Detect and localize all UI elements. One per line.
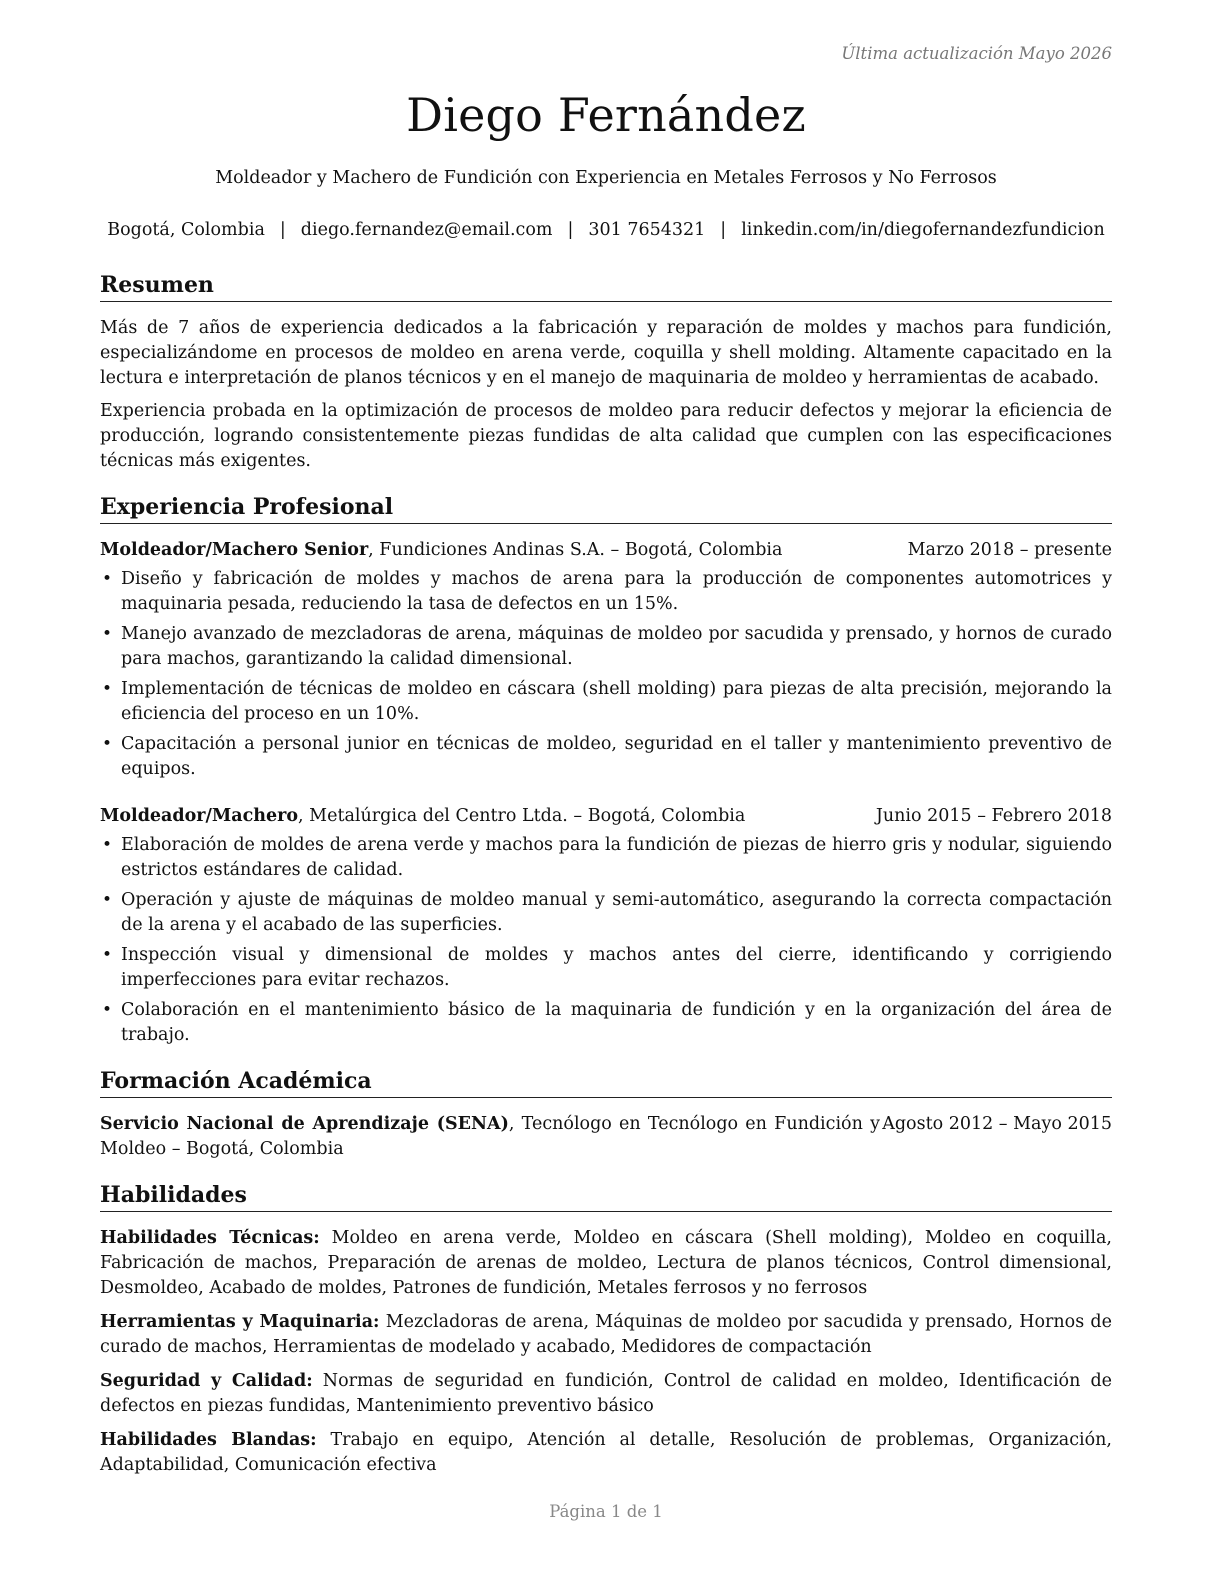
skill-group xyxy=(100,1428,1112,1478)
skill-group-label: Seguridad y Calidad: xyxy=(100,1371,313,1391)
list-item: • Inspección visual y dimensional de moldes y machos antes del cierre, identificando y corrigiendo imperfecciones para evitar rechazos. xyxy=(100,943,1112,993)
candidate-name: Diego Fernández xyxy=(406,88,806,142)
job-company: , Fundiciones Andinas S.A. – Bogotá, Colombia xyxy=(368,540,783,560)
contact-separator: | xyxy=(279,220,286,240)
summary-section xyxy=(100,270,1112,474)
summary-paragraph: Experiencia probada en la optimización de procesos de moldeo para reducir defectos y mejorar la eficiencia de producción, logrando consistentemente piezas fundidas de alta calidad que cumplen con las especificaciones técnicas más exigentes. xyxy=(100,401,1112,471)
contact-line xyxy=(0,220,1212,240)
job-title-line xyxy=(100,538,782,563)
skill-group xyxy=(100,1310,1112,1360)
contact-separator: | xyxy=(567,220,574,240)
education-text xyxy=(100,1112,880,1162)
tagline: Moldeador y Machero de Fundición con Experiencia en Metales Ferrosos y No Ferrosos xyxy=(215,168,997,188)
skill-group-text: Moldeo en arena verde, Moldeo en cáscara (Shell molding), Moldeo en coquilla, Fabricación de machos, Preparación de arenas de moldeo, Lectura de planos técnicos, Control dimensional, Desmoldeo, Acabado de moldes, Patrones de fundición, Metales ferrosos y no ferrosos xyxy=(100,1228,1112,1298)
contact-phone: 301 7654321 xyxy=(588,220,706,240)
job-header xyxy=(100,538,1112,563)
job-dates: Marzo 2018 – presente xyxy=(907,540,1112,560)
summary-paragraph: Más de 7 años de experiencia dedicados a la fabricación y reparación de moldes y machos para fundición, especializándome en procesos de moldeo en arena verde, coquilla y shell molding. Altamente capacitado en la lectura e interpretación de planos técnicos y en el manejo de maquinaria de moldeo y herramientas de acabado. xyxy=(100,318,1112,388)
list-item: • Manejo avanzado de mezcladoras de arena, máquinas de moldeo por sacudida y prensado, y hornos de curado para machos, garantizando la calidad dimensional. xyxy=(100,622,1112,672)
section-title-skills: Habilidades xyxy=(100,1180,1112,1212)
list-item: • Diseño y fabricación de moldes y machos de arena para la producción de componentes automotrices y maquinaria pesada, reduciendo la tasa de defectos en un 15%. xyxy=(100,567,1112,617)
contact-linkedin[interactable]: linkedin.com/in/diegofernandezfundicion xyxy=(741,220,1105,240)
last-updated: Última actualización Mayo 2026 xyxy=(841,44,1112,63)
education-dates: Agosto 2012 – Mayo 2015 xyxy=(882,1114,1112,1134)
education-institution: Servicio Nacional de Aprendizaje (SENA) xyxy=(100,1114,509,1134)
list-item: • Capacitación a personal junior en técnicas de moldeo, seguridad en el taller y mantenimiento preventivo de equipos. xyxy=(100,732,1112,782)
contact-location: Bogotá, Colombia xyxy=(107,220,265,240)
job-dates: Junio 2015 – Febrero 2018 xyxy=(875,806,1112,826)
list-item: • Colaboración en el mantenimiento básico de la maquinaria de fundición y en la organización del área de trabajo. xyxy=(100,998,1112,1048)
skill-group-label: Habilidades Técnicas: xyxy=(100,1228,320,1248)
education-entry xyxy=(100,1112,1112,1162)
contact-email[interactable]: diego.fernandez@email.com xyxy=(300,220,553,240)
job-entry xyxy=(100,538,1112,782)
section-title-experience: Experiencia Profesional xyxy=(100,492,1112,524)
job-title-line xyxy=(100,804,745,829)
list-item: • Implementación de técnicas de moldeo en cáscara (shell molding) para piezas de alta precisión, mejorando la eficiencia del proceso en un 10%. xyxy=(100,677,1112,727)
job-header xyxy=(100,804,1112,829)
skill-group-label: Herramientas y Maquinaria: xyxy=(100,1312,380,1332)
skill-group-text: Normas de seguridad en fundición, Control de calidad en moldeo, Identificación de defectos en piezas fundidas, Mantenimiento preventivo básico xyxy=(100,1371,1112,1416)
resume-body xyxy=(100,270,1112,1478)
skill-group-label: Habilidades Blandas: xyxy=(100,1430,317,1450)
job-bullets xyxy=(100,567,1112,782)
contact-separator: | xyxy=(720,220,727,240)
experience-section xyxy=(100,492,1112,1048)
skill-group xyxy=(100,1226,1112,1301)
education-section xyxy=(100,1066,1112,1162)
education-detail: , Tecnólogo en Tecnólogo en Fundición y Moldeo – Bogotá, Colombia xyxy=(100,1114,880,1159)
job-company: , Metalúrgica del Centro Ltda. – Bogotá, Colombia xyxy=(298,806,746,826)
section-title-education: Formación Académica xyxy=(100,1066,1112,1098)
job-bullets xyxy=(100,833,1112,1048)
job-entry xyxy=(100,804,1112,1048)
section-title-summary: Resumen xyxy=(100,270,1112,302)
job-role: Moldeador/Machero xyxy=(100,806,299,826)
skill-group-text: Mezcladoras de arena, Máquinas de moldeo por sacudida y prensado, Hornos de curado de machos, Herramientas de modelado y acabado, Medidores de compactación xyxy=(100,1312,1112,1357)
job-role: Moldeador/Machero Senior xyxy=(100,540,369,560)
skill-group-text: Trabajo en equipo, Atención al detalle, Resolución de problemas, Organización, Adaptabilidad, Comunicación efectiva xyxy=(100,1430,1112,1475)
list-item: • Elaboración de moldes de arena verde y machos para la fundición de piezas de hierro gris y nodular, siguiendo estrictos estándares de calidad. xyxy=(100,833,1112,883)
list-item: • Operación y ajuste de máquinas de moldeo manual y semi-automático, asegurando la correcta compactación de la arena y el acabado de las superficies. xyxy=(100,888,1112,938)
page-number: Página 1 de 1 xyxy=(549,1502,663,1521)
skill-group xyxy=(100,1369,1112,1419)
skills-section xyxy=(100,1180,1112,1478)
